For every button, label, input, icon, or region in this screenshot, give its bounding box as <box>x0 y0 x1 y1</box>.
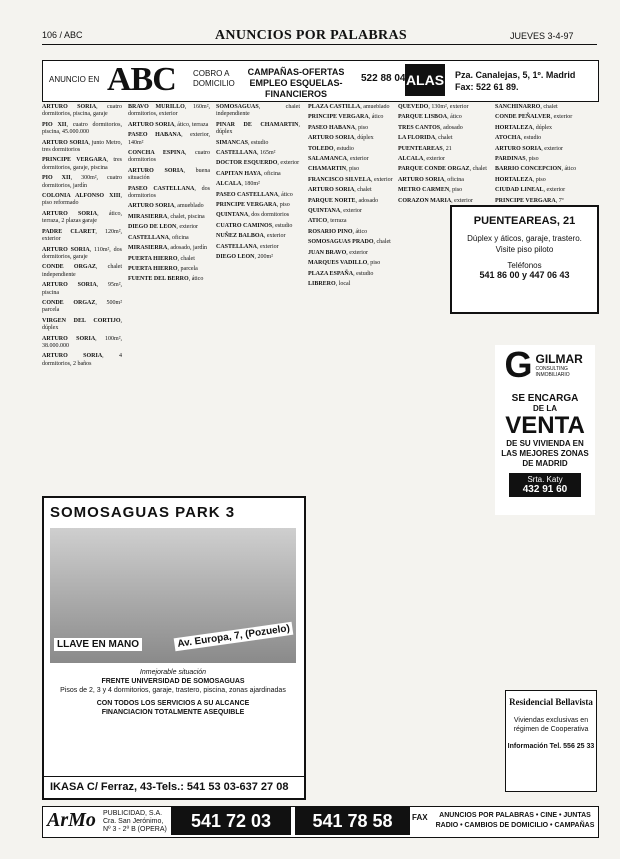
classified-entry: FUENTE DEL BERRO, ático <box>128 276 204 283</box>
banner-anuncio-text: ANUNCIO EN <box>49 75 100 84</box>
classified-entry: PUENTEAREAS, 21 <box>398 145 452 152</box>
classified-entry: HORTALEZA, piso <box>495 176 546 183</box>
classified-entry: SANCHINARRO, chalet <box>495 104 558 110</box>
gilmar-line1: SE ENCARGA <box>511 393 579 404</box>
classified-column-1 <box>42 104 122 484</box>
header-rule <box>42 44 597 45</box>
gilmar-name: GILMAR <box>535 352 583 366</box>
classified-entry: PLAZA CASTILLA, amueblado <box>308 104 390 110</box>
somosaguas-line2: FRENTE UNIVERSIDAD DE SOMOSAGUAS <box>101 678 245 685</box>
classified-entry: ARTURO SORIA, ático, terraza <box>128 121 209 128</box>
classified-entry: PASEO HABANA, piso <box>308 124 369 131</box>
gilmar-line4: DE SU VIVIENDA EN LAS MEJORES ZONAS DE MADRID <box>501 439 589 468</box>
classified-entry: TOLEDO, estudio <box>308 145 354 152</box>
classified-entry: SIMANCAS, estudio <box>216 139 269 146</box>
classified-entry: CONCHA ESPINA, cuatro dormitorios <box>128 150 210 164</box>
classified-entry: PASEO CASTELLANA, dos dormitorios <box>128 185 210 200</box>
classified-entry: SOMOSAGUAS, chalet independiente <box>216 104 300 118</box>
classified-entry: DOCTOR ESQUERDO, exterior <box>216 160 300 167</box>
classified-entry: BRAVO MURILLO, 160m², dormitorios, exterior <box>128 104 210 118</box>
llave-en-mano-tag: LLAVE EN MANO <box>54 638 142 651</box>
somosaguas-line4: CON TODOS LOS SERVICIOS A SU ALCANCE <box>96 700 250 707</box>
classified-entry: CAPITAN HAYA, oficina <box>216 170 281 177</box>
classified-entry: PADRE CLARET, 120m², exterior <box>42 228 122 243</box>
classified-entry: ALCALA, exterior <box>398 156 445 163</box>
armo-fax-label: FAX <box>412 813 428 822</box>
classified-entry: PARDINAS, piso <box>495 156 539 163</box>
classified-entry: ALCALA, 180m² <box>216 181 260 188</box>
classified-entry: CONDE PEÑALVER, exterior <box>495 114 573 121</box>
somosaguas-park-ad <box>42 496 306 800</box>
abc-logo: ABC <box>107 61 176 98</box>
section-title: ANUNCIOS POR PALABRAS <box>215 28 407 43</box>
classified-entry: PIO XII, 300m², cuatro dormitorios, jardín <box>42 175 122 189</box>
classified-entry: ARTURO SORIA, 100m², 38.000.000 <box>42 335 122 349</box>
classified-entry: CONDE ORGAZ, chalet independiente <box>42 264 122 278</box>
classified-column-5 <box>398 104 488 204</box>
residencial-text: Viviendas exclusivas en régimen de Cooperativa <box>513 717 589 733</box>
classified-entry: LIBRERO, local <box>308 280 351 287</box>
banner-address-line1: Pza. Canalejas, 5, 1º. Madrid <box>455 70 576 80</box>
armo-services: ANUNCIOS POR PALABRAS • CINE • JUNTAS RADIO • CAMBIOS DE DOMICILIO • CAMPAÑAS <box>435 812 595 829</box>
classified-entry: ARTURO SORIA, ático, terraza, 2 plazas garaje <box>42 210 122 225</box>
somosaguas-line1: Inmejorable situación <box>139 669 207 676</box>
classified-entry: ARTURO SORIA, junto Metro, tres dormitorios <box>42 139 122 154</box>
classified-entry: PINAR DE CHAMARTIN, dúplex <box>216 121 300 136</box>
classified-entry: PIO XII, cuatro dormitorios, piscina, 45.000.000 <box>42 121 122 136</box>
banner-phone: 522 88 04 <box>361 73 406 84</box>
classified-entry: TRES CANTOS, adosado <box>398 124 463 131</box>
classified-entry: LA FLORIDA, chalet <box>398 135 453 142</box>
classified-entry: DIEGO LEON, 200m² <box>216 254 273 261</box>
classified-entry: PARQUE LISBOA, ático <box>398 114 462 121</box>
armo-phone-2: 541 78 58 <box>295 807 410 835</box>
gilmar-contact: Srta. Katy <box>527 475 563 484</box>
banner-address <box>455 69 575 93</box>
classified-entry: ROSARIO PINO, ático <box>308 228 368 235</box>
issue-date: JUEVES 3-4-97 <box>510 31 574 41</box>
alas-logo: ALAS <box>405 64 445 96</box>
classified-entry: ARTURO SORIA, oficina <box>398 176 464 183</box>
classified-entry: ARTURO SORIA, 95m², piscina <box>42 282 122 296</box>
classified-entry: PRINCIPE VERGARA, ático <box>308 114 384 121</box>
classified-entry: CONDE ORGAZ, 500m² parcela <box>42 299 122 314</box>
classified-entry: PARQUE CONDE ORGAZ, chalet <box>398 166 487 173</box>
armo-logo: ArMo <box>47 809 96 831</box>
address-tag: Av. Europa, 7, (Pozuelo) <box>174 622 294 651</box>
classified-entry: DIEGO DE LEON, exterior <box>128 224 198 231</box>
abc-banner-ad <box>42 60 599 102</box>
residencial-info: Información Tel. 556 25 33 <box>507 743 595 750</box>
classified-entry: ARTURO SORIA, cuatro dormitorios, piscina, garaje <box>42 104 122 118</box>
classified-entry: CUATRO CAMINOS, estudio <box>216 222 293 229</box>
classified-entry: PRINCIPE VERGARA, piso <box>216 202 290 209</box>
classified-entry: QUEVEDO, 130m², exterior <box>398 104 469 110</box>
classified-column-2 <box>128 104 210 484</box>
classified-entry: ARTURO SORIA, chalet <box>308 187 372 194</box>
classified-entry: MIRASIERRA, chalet, piscina <box>128 213 205 220</box>
puenteareas-text: Dúplex y áticos, garaje, trastero. Visite piso piloto <box>467 234 582 254</box>
residencial-title: Residencial Bellavista <box>509 697 593 707</box>
classified-entry: CORAZON MARIA, exterior <box>398 197 473 204</box>
armo-publicidad-ad <box>42 806 599 838</box>
classified-entry: ATICO, terraza <box>308 218 347 225</box>
classified-entry: PRINCIPE VERGARA, tres dormitorios, garaje, piscina <box>42 157 122 171</box>
classified-entry: SALAMANCA, exterior <box>308 156 369 163</box>
somosaguas-details <box>50 668 296 717</box>
gilmar-ad <box>495 345 595 515</box>
classified-entry: PARQUE NORTE, adosado <box>308 197 379 204</box>
classified-entry: MARQUES VADILLO, piso <box>308 260 381 267</box>
classified-entry: PUERTA HIERRO, chalet <box>128 255 195 262</box>
gilmar-tel: 432 91 60 <box>522 484 568 495</box>
classified-entry: SOMOSAGUAS PRADO, chalet <box>308 239 391 246</box>
classified-column-4 <box>308 104 393 804</box>
classified-entry: ARTURO SORIA, 110m², dos dormitorios, garaje <box>42 246 122 260</box>
classified-entry: HORTALEZA, dúplex <box>495 124 553 131</box>
armo-address: PUBLICIDAD, S.A. Cra. San Jerónimo, Nº 3 - 2º B (OPERA) <box>103 810 167 833</box>
classified-entry: BARRIO CONCEPCION, ático <box>495 166 577 173</box>
classified-entry: COLONIA ALFONSO XIII, piso reformado <box>42 193 122 207</box>
classified-entry: PUERTA HIERRO, parcela <box>128 265 198 272</box>
page-number: 106 / ABC <box>42 30 83 40</box>
somosaguas-line5: FINANCIACION TOTALMENTE ASEQUIBLE <box>101 709 245 716</box>
classified-entry: ARTURO SORIA, buena situación <box>128 167 210 182</box>
classified-entry: NUÑEZ BALBOA, exterior <box>216 233 286 240</box>
classified-entry: FRANCISCO SILVELA, exterior <box>308 176 393 183</box>
classified-entry: METRO CARMEN, piso <box>398 187 463 194</box>
armo-phone-1: 541 72 03 <box>171 807 291 835</box>
classified-entry: PRINCIPE VERGARA, 7º <box>495 197 564 204</box>
gilmar-line2: DE LA <box>533 404 557 413</box>
classified-entry: CHAMARTIN, piso <box>308 166 360 173</box>
gilmar-logo-icon: G <box>504 344 533 385</box>
banner-cobro-text: COBRO A DOMICILIO <box>193 69 235 88</box>
classified-entry: CASTELLANA, oficina <box>128 234 189 241</box>
puenteareas-ad <box>450 205 599 314</box>
puenteareas-tel-label: Teléfonos <box>507 261 542 270</box>
classified-entry: ARTURO SORIA, amueblado <box>128 203 204 210</box>
residencial-bellavista-ad <box>505 690 597 792</box>
classified-entry: ARTURO SORIA, dúplex <box>308 135 374 142</box>
gilmar-sub: CONSULTING INMOBILIARIO <box>535 366 570 378</box>
classified-entry: MIRASIERRA, adosado, jardín <box>128 245 207 252</box>
ikasa-contact: IKASA C/ Ferraz, 43-Tels.: 541 53 03-637 27 08 <box>44 776 304 796</box>
classified-entry: CASTELLANA, 165m² <box>216 150 276 157</box>
somosaguas-title: SOMOSAGUAS PARK 3 <box>50 504 236 521</box>
classified-column-3 <box>216 104 300 484</box>
classified-entry: PASEO CASTELLANA, ático <box>216 191 293 198</box>
classified-entry: CIUDAD LINEAL, exterior <box>495 187 566 194</box>
classified-entry: ATOCHA, estudio <box>495 135 542 142</box>
classified-entry: VIRGEN DEL CORTIJO, dúplex <box>42 317 122 332</box>
classified-entry: ARTURO SORIA, exterior <box>495 145 563 152</box>
classified-entry: PLAZA ESPAÑA, estudio <box>308 270 374 277</box>
classified-entry: QUINTANA, exterior <box>308 208 362 215</box>
banner-fax: Fax: 522 61 89. <box>455 82 519 92</box>
classified-entry: JUAN BRAVO, exterior <box>308 249 368 256</box>
puenteareas-tel: 541 86 00 y 447 06 43 <box>479 270 570 280</box>
puenteareas-title: PUENTEAREAS, 21 <box>473 215 576 227</box>
banner-campanas-text: CAMPAÑAS-OFERTAS EMPLEO ESQUELAS-FINANCIEROS <box>247 67 345 99</box>
classified-entry: QUINTANA, dos dormitorios <box>216 212 290 219</box>
classified-entry: PASEO HABANA, exterior, 140m² <box>128 132 210 146</box>
classified-entry: CASTELLANA, exterior <box>216 243 279 250</box>
classified-entry: ARTURO SORIA, 4 dormitorios, 2 baños <box>42 353 122 367</box>
somosaguas-line3: Pisos de 2, 3 y 4 dormitorios, garaje, trastero, piscina, zonas ajardinadas <box>60 687 286 694</box>
gilmar-line3: VENTA <box>505 412 585 439</box>
